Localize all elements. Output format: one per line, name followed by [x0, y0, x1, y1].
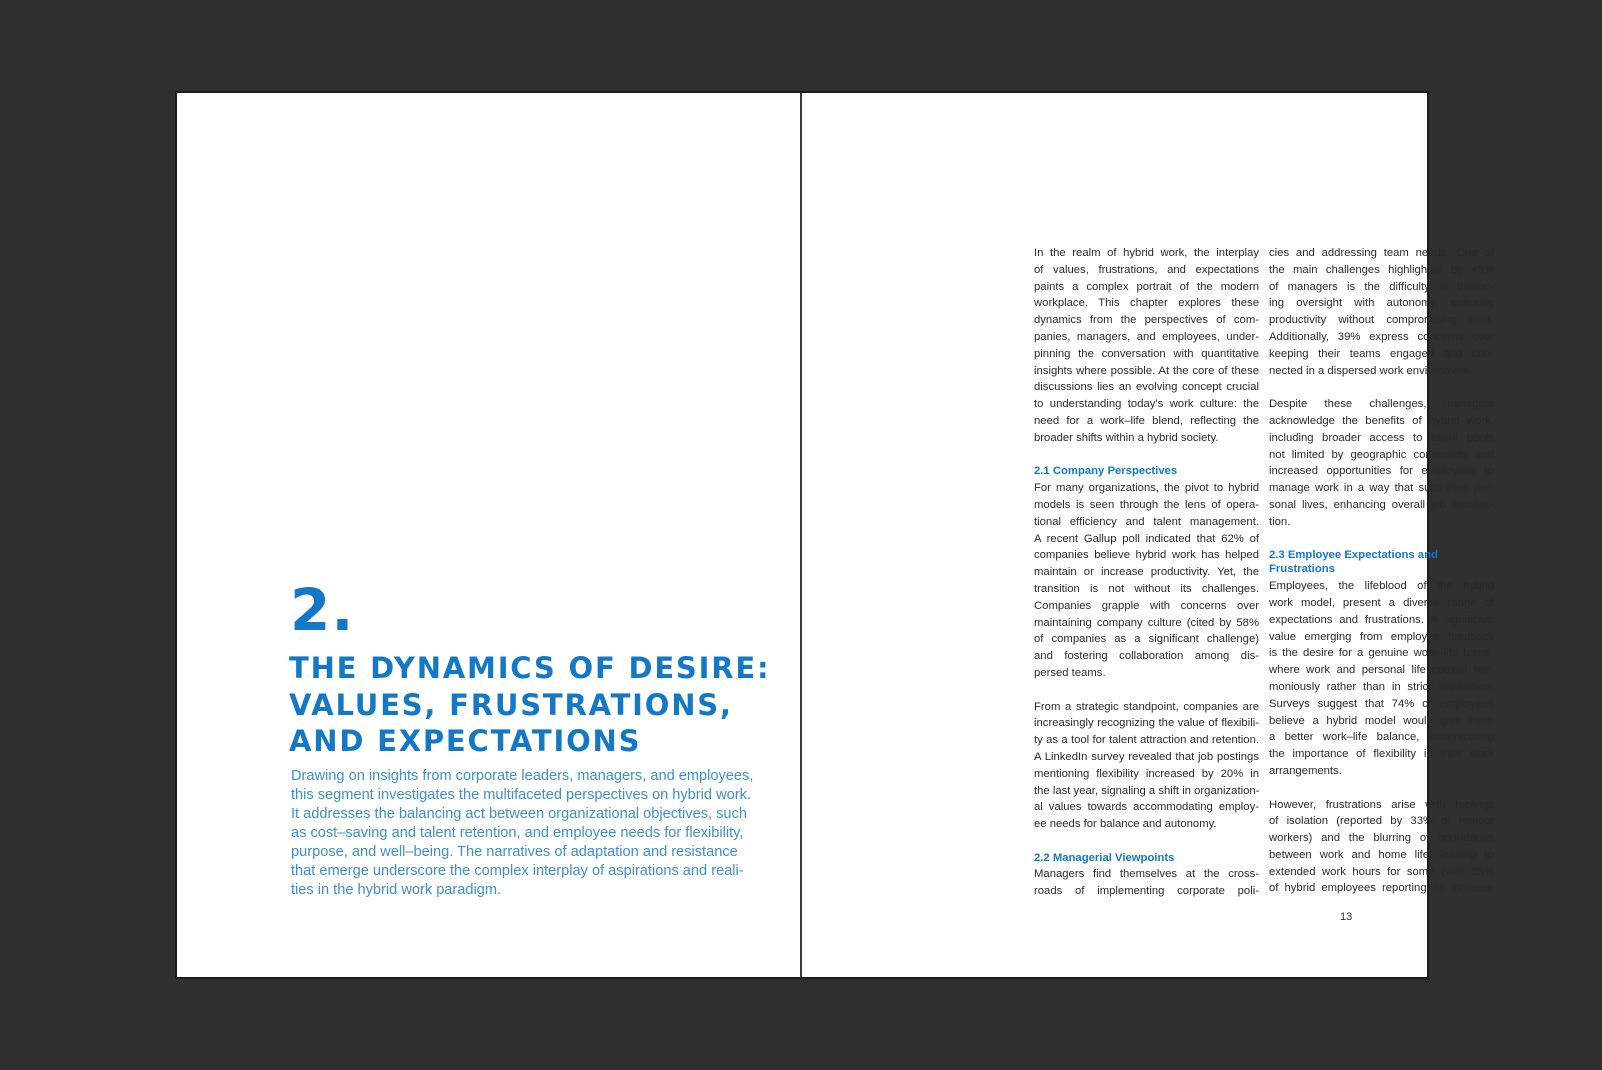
- intro-line: as cost–saving and talent retention, and employee needs for flexibility,: [291, 825, 744, 841]
- right-page: [802, 93, 1494, 977]
- intro-line: this segment investigates the multifaceted perspectives on hybrid work.: [291, 787, 751, 803]
- body-line: models is seen through the lens of opera-: [1034, 498, 1259, 511]
- body-line: arrangements.: [1269, 764, 1342, 777]
- text-column-2: [1269, 245, 1494, 897]
- body-line: insights where possible. At the core of these: [1034, 364, 1259, 377]
- body-line: a better work–life balance, underscoring: [1269, 731, 1494, 744]
- body-line: of isolation (reported by 33% of remote: [1269, 815, 1494, 828]
- body-line: ee needs for balance and autonomy.: [1034, 818, 1217, 831]
- body-line: mentioning flexibility increased by 20% in: [1034, 767, 1259, 780]
- page-number: 13: [1340, 911, 1353, 923]
- body-line: Surveys suggest that 74% of employees: [1269, 697, 1494, 710]
- section-heading-2-2: 2.2 Managerial Viewpoints: [1034, 851, 1175, 864]
- body-line: value emerging from employee feedback: [1269, 630, 1494, 643]
- chapter-title: [289, 650, 769, 760]
- body-line: keeping their teams engaged and con-: [1269, 347, 1494, 360]
- body-line: A LinkedIn survey revealed that job postings: [1034, 750, 1259, 763]
- body-line: However, frustrations arise with feelings: [1269, 798, 1494, 811]
- body-line: increased opportunities for employees to: [1269, 465, 1494, 478]
- body-line: cies and addressing team needs. One of: [1269, 247, 1494, 259]
- body-line: pinning the conversation with quantitative: [1034, 347, 1259, 360]
- body-line: not limited by geographic constraints and: [1269, 448, 1494, 461]
- body-line: moniously rather than in strict separation.: [1269, 680, 1494, 693]
- body-line: discussions lies an evolving concept crucial: [1034, 381, 1259, 394]
- body-line: the last year, signaling a shift in organization-: [1034, 784, 1260, 797]
- text-column-1: [1034, 245, 1259, 900]
- body-line: where work and personal life coexist har-: [1269, 664, 1494, 677]
- body-line: between work and home life, leading to: [1269, 848, 1494, 861]
- paragraph-gap: [1269, 379, 1494, 396]
- body-line: dynamics from the perspectives of com-: [1034, 314, 1259, 327]
- body-line: Additionally, 39% express concerns over: [1269, 330, 1494, 343]
- intro-line: It addresses the balancing act between organizational objectives, such: [291, 806, 747, 822]
- intro-line: that emerge underscore the complex interplay of aspirations and reali-: [291, 863, 744, 879]
- body-line: including broader access to talent pools: [1269, 431, 1494, 444]
- body-line: is the desire for a genuine work–life blend,: [1269, 647, 1494, 660]
- body-line: al values towards accommodating employ-: [1034, 801, 1259, 814]
- paragraph-gap: [1034, 447, 1259, 464]
- body-line: persed teams.: [1034, 666, 1106, 679]
- paragraph-gap: [1034, 682, 1259, 699]
- body-line: the main challenges highlighted by 45%: [1269, 263, 1494, 276]
- body-line: workplace. This chapter explores these: [1034, 297, 1259, 310]
- left-page: [177, 93, 800, 977]
- body-line: the importance of flexibility in their work: [1269, 748, 1494, 761]
- section-heading-2-3-cont: Frustrations: [1269, 563, 1335, 576]
- paragraph-gap: [1269, 531, 1494, 548]
- book-spread: [177, 93, 1494, 977]
- body-line: productivity without compromising trust.: [1269, 314, 1494, 327]
- body-line: For many organizations, the pivot to hybrid: [1034, 482, 1259, 495]
- body-line: In the realm of hybrid work, the interplay: [1034, 247, 1259, 259]
- body-line: Managers find themselves at the cross-: [1034, 868, 1259, 881]
- body-line: roads of implementing corporate poli-: [1034, 885, 1259, 898]
- section-heading-2-3: 2.3 Employee Expectations and: [1269, 549, 1438, 562]
- body-line: maintaining company culture (cited by 58%: [1034, 616, 1259, 629]
- body-line: Companies grapple with concerns over: [1034, 599, 1259, 612]
- body-line: work model, present a diverse range of: [1269, 596, 1494, 609]
- intro-line: purpose, and well–being. The narratives of adaptation and resistance: [291, 844, 738, 860]
- chapter-title-line: VALUES, FRUSTRATIONS,: [289, 687, 733, 722]
- body-line: ty as a tool for talent attraction and retention.: [1034, 734, 1259, 747]
- body-line: maintain or increase productivity. Yet, the: [1034, 566, 1259, 579]
- body-line: From a strategic standpoint, companies are: [1034, 700, 1259, 713]
- body-line: need for a work–life blend, reflecting the: [1034, 414, 1259, 427]
- body-line: sonal lives, enhancing overall job satisfac-: [1269, 498, 1494, 511]
- body-line: to understanding today's work culture: the: [1034, 398, 1259, 411]
- body-line: increasingly recognizing the value of flexibili-: [1034, 717, 1259, 730]
- chapter-title-line: THE DYNAMICS OF DESIRE:: [289, 651, 771, 685]
- intro-line: ties in the hybrid work paradigm.: [291, 882, 502, 898]
- section-heading-2-1: 2.1 Company Perspectives: [1034, 465, 1178, 478]
- body-line: acknowledge the benefits of hybrid work,: [1269, 414, 1494, 427]
- body-line: companies believe hybrid work has helped: [1034, 549, 1259, 562]
- chapter-number: 2.: [290, 576, 355, 644]
- paragraph-gap: [1269, 780, 1494, 797]
- body-line: A recent Gallup poll indicated that 62% of: [1034, 532, 1259, 545]
- body-line: Employees, the lifeblood of the hybrid: [1269, 580, 1494, 593]
- body-line: of hybrid employees reporting an increase: [1269, 882, 1494, 895]
- body-line: paints a complex portrait of the modern: [1034, 280, 1259, 293]
- body-line: manage work in a way that suits their per-: [1269, 482, 1494, 495]
- body-line: Despite these challenges, managers: [1269, 398, 1494, 411]
- paragraph-gap: [1034, 833, 1259, 850]
- body-line: tion.: [1269, 515, 1291, 528]
- body-line: transition is not without its challenges.: [1034, 582, 1259, 595]
- body-line: nected in a dispersed work environment.: [1269, 364, 1472, 377]
- body-line: of values, frustrations, and expectations: [1034, 263, 1259, 276]
- body-line: and fostering collaboration among dis-: [1034, 650, 1259, 663]
- intro-line: Drawing on insights from corporate leaders, managers, and employees,: [291, 768, 754, 784]
- body-line: ing oversight with autonomy, ensuring: [1269, 297, 1494, 310]
- body-line: extended work hours for some (with 25%: [1269, 865, 1494, 878]
- chapter-title-line: AND EXPECTATIONS: [289, 724, 642, 758]
- body-line: of managers is the difficulty in balanc-: [1269, 280, 1494, 293]
- body-line: tional efficiency and talent management.: [1034, 515, 1259, 528]
- body-line: workers) and the blurring of boundaries: [1269, 832, 1494, 845]
- body-line: expectations and frustrations. A significant: [1269, 613, 1494, 626]
- body-line: of companies as a significant challenge): [1034, 633, 1259, 646]
- body-line: believe a hybrid model would give them: [1269, 714, 1494, 727]
- chapter-intro: [291, 767, 754, 900]
- body-line: broader shifts within a hybrid society.: [1034, 431, 1219, 444]
- body-line: panies, managers, and employees, under-: [1034, 330, 1259, 343]
